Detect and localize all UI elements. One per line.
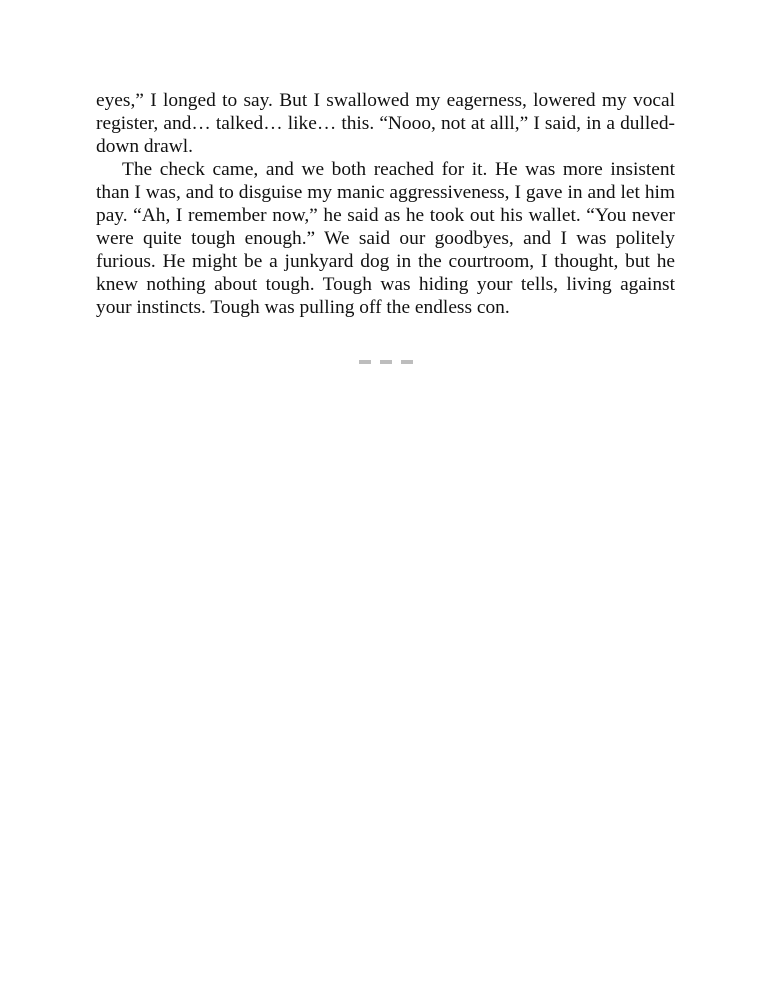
paragraph-check-scene: The check came, and we both reached for it. He was more insistent than I was, and to disguise my manic aggressiveness, I gave in and let him pay. “Ah, I remember now,” he said as he took out his wallet. “You never were quite tough enough.” We said our goodbyes, and I was politely furious. He might be a junkyard dog in the courtroom, I thought, but he knew nothing about tough. Tough was hiding your tells, living against your instincts. Tough was pulling off the endless con. xyxy=(96,159,675,318)
section-break-dash xyxy=(359,360,371,364)
paragraph-continuation: eyes,” I longed to say. But I swallowed my eagerness, lowered my vocal register, and… talked… like… this. “Nooo, not at alll,” I said, in a dulled-down drawl. xyxy=(96,90,675,157)
body-text xyxy=(96,89,675,319)
section-break-dash xyxy=(401,360,413,364)
section-break-dash xyxy=(380,360,392,364)
section-break-divider xyxy=(359,359,413,365)
